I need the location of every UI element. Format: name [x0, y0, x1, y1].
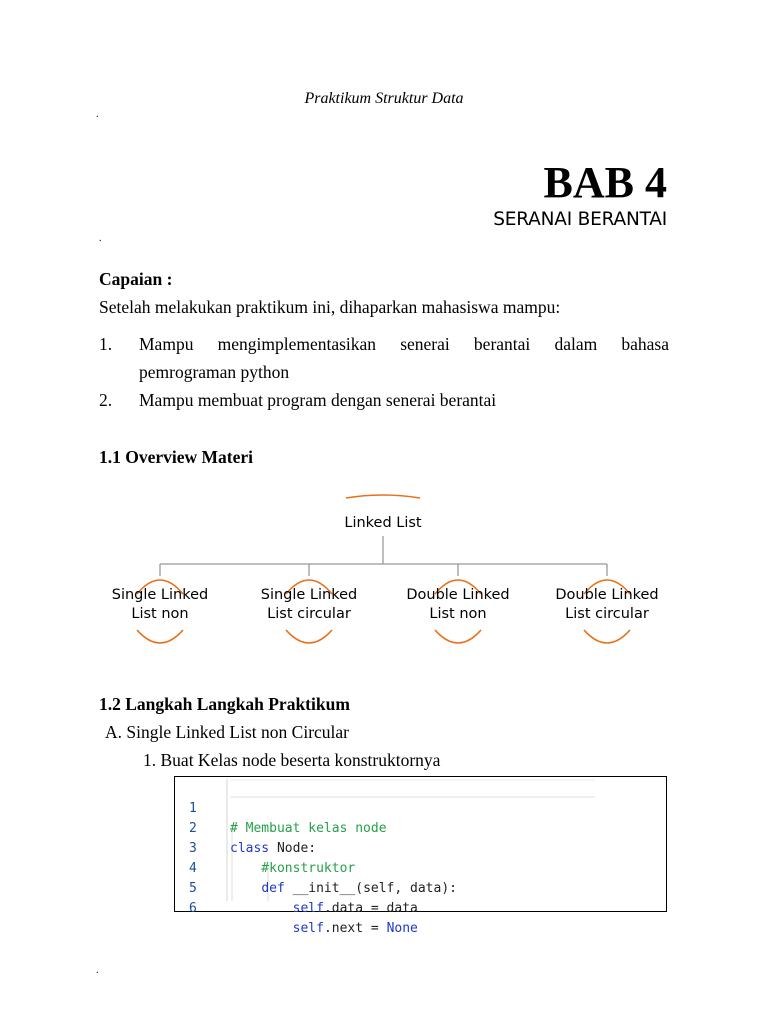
diagram-root-label: Linked List	[344, 515, 422, 531]
code-keyword: class	[230, 841, 270, 856]
list-item-text: Mampu membuat program dengan senerai berantai	[139, 390, 497, 410]
chapter-title: BAB 4	[543, 158, 667, 207]
section-heading: 1.1 Overview Materi	[99, 447, 254, 467]
list-number: 2.	[99, 390, 113, 410]
diagram-node-line: Double Linked	[555, 587, 659, 603]
subsection-label: A. Single Linked List non Circular	[105, 722, 349, 742]
code-text: #konstruktor	[230, 861, 356, 876]
line-number: 6	[189, 901, 197, 916]
page-mark: .	[96, 965, 99, 976]
diagram-node	[537, 586, 677, 624]
code-keyword: def	[261, 881, 285, 896]
node-arc	[286, 630, 332, 643]
code-snippet	[174, 776, 667, 936]
diagram-node-line: Double Linked	[406, 587, 510, 603]
node-arc	[435, 630, 481, 643]
overview-diagram	[0, 480, 768, 660]
code-text: __init__(self, data):	[284, 881, 457, 896]
code-text: Node:	[269, 841, 317, 856]
step-label: 1. Buat Kelas node beserta konstruktornya	[143, 750, 441, 770]
code-none: None	[386, 921, 418, 936]
diagram-node-line: List non	[429, 606, 487, 622]
list-item-text: Mampu mengimplementasikan senerai berantai dalam bahasa	[139, 334, 669, 354]
list-number: 1.	[99, 334, 113, 354]
list-item-text: pemrograman python	[139, 362, 290, 382]
code-text: .next =	[323, 921, 387, 936]
code-text: .data = data	[323, 901, 418, 916]
diagram-node-line: List circular	[267, 606, 351, 622]
diagram-node	[239, 586, 379, 624]
chapter-subtitle: SERANAI BERANTAI	[493, 209, 667, 230]
line-number: 1	[189, 801, 197, 816]
diagram-node	[388, 586, 528, 624]
capaian-heading: Capaian :	[99, 269, 173, 289]
root-arc	[346, 495, 420, 498]
diagram-node	[90, 586, 230, 624]
page-mark: .	[99, 233, 102, 244]
diagram-node-line: Single Linked	[260, 587, 358, 603]
code-self: self	[292, 901, 324, 916]
capaian-intro: Setelah melakukan praktikum ini, dihaparkan mahasiswa mampu:	[99, 297, 561, 317]
line-number: 3	[189, 841, 197, 856]
line-number: 2	[189, 821, 197, 836]
node-arc	[137, 630, 183, 643]
line-number: 5	[189, 881, 197, 896]
diagram-node-line: List circular	[565, 606, 649, 622]
page-mark: .	[96, 109, 99, 120]
running-header: Praktikum Struktur Data	[304, 90, 464, 107]
code-line	[175, 779, 387, 836]
section-heading: 1.2 Langkah Langkah Praktikum	[99, 694, 350, 714]
code-self: self	[292, 921, 324, 936]
code-text: # Membuat kelas node	[230, 821, 387, 836]
diagram-node-line: List non	[131, 606, 189, 622]
line-number: 4	[189, 861, 197, 876]
diagram-node-line: Single Linked	[111, 587, 209, 603]
node-arc	[584, 630, 630, 643]
